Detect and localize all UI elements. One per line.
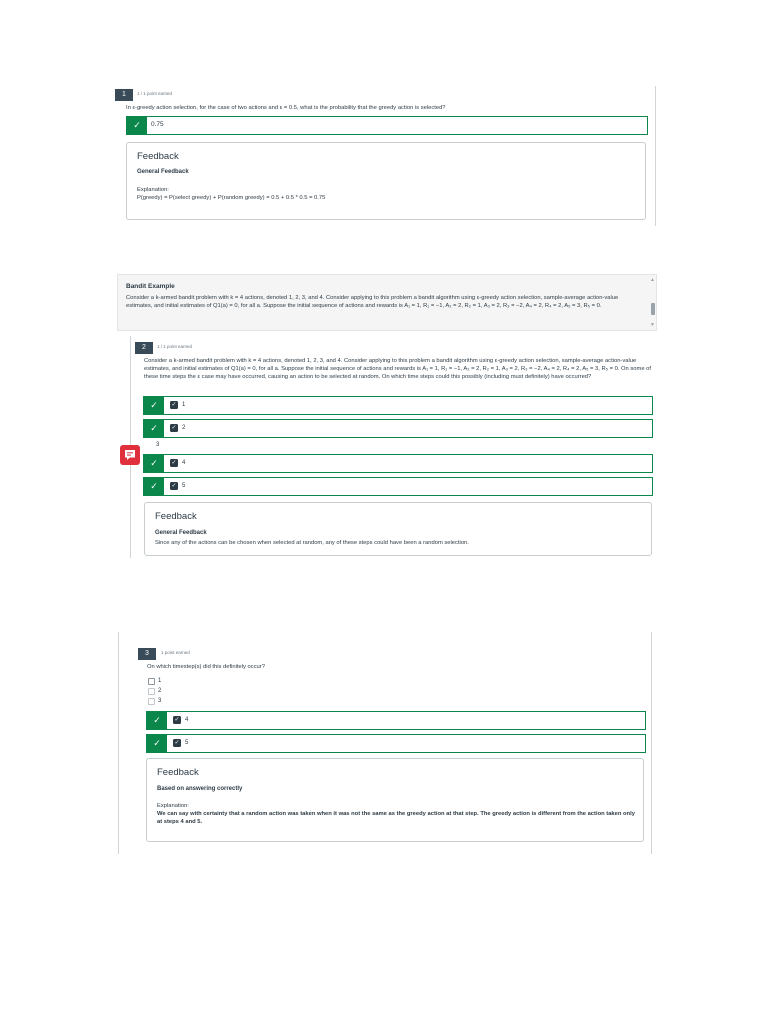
question-number-badge: 1 bbox=[115, 89, 133, 101]
check-icon: ✓ bbox=[144, 397, 164, 414]
question-text: In ε-greedy action selection, for the case of two actions and ε = 0.5, what is the probability that the greedy action is selected? bbox=[126, 105, 446, 111]
scrollbar-thumb[interactable] bbox=[651, 303, 655, 315]
checkbox-checked-icon[interactable]: ✓ bbox=[171, 460, 177, 466]
check-icon: ✓ bbox=[144, 478, 164, 495]
general-feedback-label: General Feedback bbox=[137, 169, 189, 175]
panel-divider bbox=[655, 86, 656, 226]
option-label: 2 bbox=[182, 425, 186, 431]
check-icon: ✓ bbox=[144, 455, 164, 472]
checkbox-checked-icon[interactable]: ✓ bbox=[174, 740, 180, 746]
option-label: 1 bbox=[182, 402, 186, 408]
explanation-label: Explanation: bbox=[157, 803, 189, 809]
points-earned: 1 point earned bbox=[161, 650, 190, 655]
check-icon: ✓ bbox=[144, 420, 164, 437]
stimulus-title: Bandit Example bbox=[126, 283, 175, 290]
panel-divider bbox=[651, 632, 652, 854]
checkbox-checked-icon[interactable]: ✓ bbox=[171, 483, 177, 489]
scroll-down-arrow[interactable]: ▼ bbox=[650, 322, 655, 328]
checkbox-checked-icon[interactable]: ✓ bbox=[171, 402, 177, 408]
scroll-up-arrow[interactable]: ▲ bbox=[650, 277, 655, 283]
explanation-text: We can say with certainty that a random action was taken when it was not the same as the greedy action at that step. The greedy action is different from the action taken only at steps 4 and 5. bbox=[157, 811, 635, 825]
question-number-badge: 2 bbox=[135, 342, 153, 354]
option-1-label: 1 bbox=[158, 678, 162, 684]
checkbox-checked-icon[interactable]: ✓ bbox=[171, 425, 177, 431]
question-header bbox=[125, 342, 657, 354]
option-label: 4 bbox=[182, 460, 186, 466]
question-3-panel bbox=[118, 632, 652, 854]
bandit-example-stimulus bbox=[117, 274, 657, 331]
comment-icon bbox=[124, 449, 136, 461]
option-2-label: 2 bbox=[158, 688, 162, 694]
explanation-text: P(greedy) = P(select greedy) + P(random greedy) = 0.5 + 0.5 * 0.5 = 0.75 bbox=[137, 195, 326, 201]
check-icon: ✓ bbox=[127, 117, 147, 134]
option-label: 5 bbox=[182, 483, 186, 489]
question-header bbox=[118, 648, 652, 660]
question-text: Consider a k-armed bandit problem with k = 4 actions, denoted 1, 2, 3, and 4. Consider applying to this problem a bandit algorithm using ε-greedy action selection, sample-average action-value estimates, and initial estimates of Q1(a) = 0, for all a. Suppose the initial sequence of actions and rewards is A₁ = 1, R₁ = −1, A₂ = 2, R₂ = 1, A₃ = 2, R₃ = −2, A₄ = 2, R₄ = 2, A₅ = 3, R₅ = 0. On some of these time steps the ε case may have occurred, causing an action to be selected at random. On which time steps could this possibly (including must definitely) have occurred? bbox=[144, 358, 652, 380]
feedback-title: Feedback bbox=[137, 151, 179, 162]
option-5-correct[interactable] bbox=[143, 477, 653, 496]
check-icon: ✓ bbox=[147, 735, 167, 752]
answer-correct[interactable] bbox=[126, 116, 648, 135]
checkbox-checked-icon[interactable]: ✓ bbox=[174, 717, 180, 723]
option-label: 5 bbox=[185, 740, 189, 746]
question-2-panel bbox=[125, 336, 657, 558]
feedback-title: Feedback bbox=[155, 511, 197, 522]
option-2-correct[interactable] bbox=[143, 419, 653, 438]
explanation-label: Explanation: bbox=[137, 187, 169, 193]
feedback-title: Feedback bbox=[157, 767, 199, 778]
option-label: 4 bbox=[185, 717, 189, 723]
checkbox-empty-icon[interactable] bbox=[148, 678, 155, 685]
comment-button[interactable] bbox=[120, 445, 140, 465]
check-icon: ✓ bbox=[147, 712, 167, 729]
option-5-correct[interactable] bbox=[146, 734, 646, 753]
general-feedback-label: General Feedback bbox=[155, 530, 207, 536]
points-earned: 1 / 1 point earned bbox=[157, 344, 193, 349]
option-4-correct[interactable] bbox=[146, 711, 646, 730]
question-header bbox=[110, 89, 658, 101]
answer-value: 0.75 bbox=[151, 121, 164, 128]
points-earned: 1 / 1 point earned bbox=[137, 91, 173, 96]
feedback-text: Since any of the actions can be chosen when selected at random, any of these steps could have been a random selection. bbox=[155, 540, 469, 546]
option-1-correct[interactable] bbox=[143, 396, 653, 415]
question-text: On which timestep(s) did this definitely occur? bbox=[147, 664, 265, 670]
feedback-box bbox=[146, 758, 644, 842]
option-3-label: 3 bbox=[156, 442, 160, 448]
question-number-badge: 3 bbox=[138, 648, 156, 660]
checkbox-empty-icon[interactable] bbox=[148, 688, 155, 695]
question-1-panel bbox=[110, 86, 658, 226]
feedback-box bbox=[126, 142, 646, 220]
panel-divider-left bbox=[118, 632, 119, 854]
option-3-label: 3 bbox=[158, 698, 162, 704]
checkbox-empty-icon[interactable] bbox=[148, 698, 155, 705]
general-feedback-label: Based on answering correctly bbox=[157, 786, 243, 792]
option-4-correct[interactable] bbox=[143, 454, 653, 473]
feedback-box bbox=[144, 502, 652, 556]
stimulus-text: Consider a k-armed bandit problem with k = 4 actions, denoted 1, 2, 3, and 4. Consider applying to this problem a bandit algorithm using ε-greedy action selection, sample-average action-value estimates, and initial estimates of Q1(a) = 0, for all a. Suppose the initial sequence of actions and rewards is A₁ = 1, R₁ = −1, A₂ = 2, R₂ = 1, A₃ = 2, R₃ = −2, A₄ = 2, R₄ = 2, A₅ = 3, R₅ = 0. bbox=[126, 295, 619, 309]
